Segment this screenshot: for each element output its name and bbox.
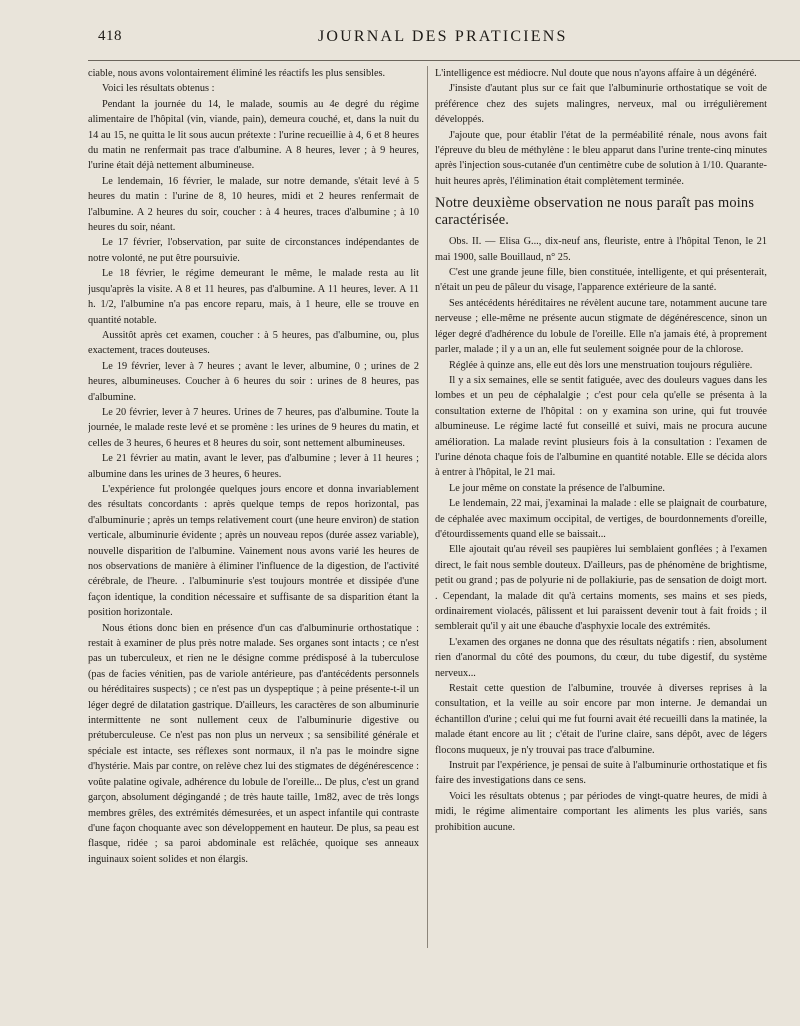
paragraph: Le 19 février, lever à 7 heures ; avant le lever, albumine, 0 ; urines de 2 heures, albumineuses. Coucher à 6 heures du soir : urines de 8 heures, pas d'albumine. — [88, 360, 419, 403]
paragraph: J'ajoute que, pour établir l'état de la perméabilité rénale, nous avons fait l'épreuve du bleu de méthylène : le bleu apparut dans l'urine trente-cinq minutes après l'injection sous-cutanée d'un centimètre cube de solution à 1/10. Quarante-huit heures après, l'élimination était complètement terminée. — [435, 129, 767, 187]
paragraph: Le 18 février, le régime demeurant le même, le malade resta au lit jusqu'après la visite. A 8 et 11 heures, pas d'albumine. A 11 heures, lever. A 11 h. 1/2, l'albumine n'a pas encore reparu, mais, à 1 heure, elle se trouve en quantité notable. — [88, 268, 419, 326]
paragraph: Le jour même on constate la présence de l'albumine. — [449, 482, 666, 494]
paragraph: Nous étions donc bien en présence d'un cas d'albuminurie orthostatique : restait à examiner de plus près notre malade. Ses organes sont intacts ; ce n'est pas un tuberculeux, et rien ne le désigne comme prédisposé à la tuberculose (pas de facies vénitien, pas de variole antérieure, pas d'antécédents personnels ou héréditaires suspects) ; ce n'est pas un dyspeptique ; à peine présente-t-il un léger degré de dilatation gastrique. D'ailleurs, les caractères de son albuminurie intermittente ne sont nullement ceux de l'albuminurie digestive ou prétuberculeuse. Ce n'est pas non plus un nerveux ; sa sensibilité générale et spéciale est intacte, ses réflexes sont normaux, il n'a pas le moindre signe d'hystérie. Mais par contre, on relève chez lui des stigmates de dégénérescence : voûte palatine ogivale, adhérence du lobule de l'oreille... De plus, c'est un grand garçon, absolument dégingandé ; de très haute taille, 1m82, avec de très longs membres grêles, des extrémités démesurées, et un aspect infantile qui contraste d'une façon choquante avec son développement en hauteur. De plus, sa peau est flasque, ridée ; sa paroi abdominale est relâchée, quoique ses anneaux inguinaux soient solides et non élargis. — [88, 622, 419, 865]
header-rule — [88, 60, 800, 61]
paragraph: Instruit par l'expérience, je pensai de suite à l'albuminurie orthostatique et fis faire des investigations dans ce sens. — [435, 760, 767, 787]
paragraph: Le 21 février au matin, avant le lever, pas d'albumine ; lever à 11 heures ; albumine dans les urines de 3 heures, 6 heures. — [88, 453, 419, 480]
paragraph: L'intelligence est médiocre. Nul doute que nous n'ayons affaire à un dégénéré. — [435, 68, 757, 79]
paragraph: Aussitôt après cet examen, coucher : à 5 heures, pas d'albumine, ou, plus exactement, traces douteuses. — [88, 329, 419, 357]
paragraph: Le lendemain, 16 février, le malade, sur notre demande, s'était levé à 5 heures du matin : l'urine de 8, 10 heures, midi et 2 heures renfermait de l'albumine. A 2 heures du soir, coucher : à 4 heures, traces d'albumine ; à 10 heures du soir, néant. — [88, 175, 419, 234]
paragraph: Réglée à quinze ans, elle eut dès lors une menstruation toujours régulière. — [449, 359, 753, 371]
paragraph: C'est une grande jeune fille, bien constituée, intelligente, et qui présenterait, n'était un peu de pâleur du visage, l'apparence extérieure de la santé. — [435, 267, 767, 294]
paragraph: Voici les résultats obtenus ; par périodes de vingt-quatre heures, de midi à midi, le régime alimentaire comportant les aliments les plus variés, sans prohibition aucune. — [435, 790, 767, 833]
left-column — [88, 66, 419, 986]
paragraph: Elle ajoutait qu'au réveil ses paupières lui semblaient gonflées ; à l'examen direct, le fait nous semble douteux. D'ailleurs, pas de phénomène de brightisme, petit ou grand ; pas de polyurie ni de pollakiurie, pas de sensation de doigt mort. . Cependant, la malade dit qu'à certains moments, ses mains et ses pieds, ordinairement violacés, pâlissent et lui paraissent devenir tout à fait froids ; il semblerait qu'il y ait une ébauche d'asphyxie locale des extrémités. — [435, 544, 767, 633]
observation-intro: Obs. II. — Elisa G..., dix-neuf ans, fleuriste, entre à l'hôpital Tenon, le 21 mai 1900, salle Bouillaud, n° 25. — [435, 236, 767, 263]
paragraph: ciable, nous avons volontairement éliminé les réactifs les plus sensibles. — [88, 68, 386, 79]
paragraph: J'insiste d'autant plus sur ce fait que l'albuminurie orthostatique se voit de préférence chez des sujets malingres, nerveux, mal ou irrégulièrement développés. — [435, 83, 767, 126]
paragraph: Le 20 février, lever à 7 heures. Urines de 7 heures, pas d'albumine. Toute la journée, le malade reste levé et se promène : les urines de 9 heures du matin, et celles de 3 heures, 6 heures et 8 heures du soir, sont nettement albumineuses. — [88, 406, 419, 449]
page-number: 418 — [98, 28, 122, 44]
paragraph: L'examen des organes ne donna que des résultats négatifs : rien, absolument rien d'anormal du côté des poumons, du cœur, du tube digestif, du système nerveux... — [435, 636, 767, 679]
page-header — [98, 28, 800, 54]
section-heading: Notre deuxième observation ne nous paraît pas moins caractérisée. — [435, 195, 755, 228]
right-column — [435, 66, 767, 986]
paragraph: Pendant la journée du 14, le malade, soumis au 4e degré du régime alimentaire de l'hôpital (vin, viande, pain), demeura couché, et, dans la nuit du 14 au 15, ne quitta le lit sous aucun prétexte : l'urine recueillie à 4, 6 et 8 heures du matin ne renfermait pas trace d'albumine. A 8 heures, lever ; à 9 heures, l'urine était déjà nettement albumineuse. — [88, 98, 419, 172]
running-title: JOURNAL DES PRATICIENS — [318, 28, 568, 45]
paragraph: Le 17 février, l'observation, par suite de circonstances indépendantes de notre volonté, ne put être poursuivie. — [88, 237, 419, 264]
paragraph: Il y a six semaines, elle se sentit fatiguée, avec des douleurs vagues dans les lombes et un peu de céphalalgie ; c'est pour cela qu'elle se présenta à la consultation externe de l'hôpital : on y examina son urine, qui fut trouvée albumineuse. Le régime lacté fut conseillé et suivi, mais ne procura aucune amélioration. La malade revint plusieurs fois à la consultation : l'examen de l'urine dénota chaque fois de l'albumine en quantité notable. Elle se décida alors à entrer à l'hôpital, le 21 mai. — [435, 374, 767, 479]
paragraph: Restait cette question de l'albumine, trouvée à diverses reprises à la consultation, et la veille au soir encore par mon interne. Je demandai un échantillon d'urine ; celui qui me fut fourni avait été recueilli dans la matinée, la malade étant encore au lit ; c'était de l'urine claire, sans dépôt, avec de légers flocons muqueux, je n'y trouvai pas trace d'albumine. — [435, 683, 767, 756]
column-divider — [427, 66, 428, 948]
paragraph: Le lendemain, 22 mai, j'examinai la malade : elle se plaignait de courbature, de céphalée avec maximum occipital, de vertiges, de bourdonnements d'oreille, d'étourdissements quand elle se baissait... — [435, 498, 767, 540]
paragraph: L'expérience fut prolongée quelques jours encore et donna invariablement des résultats concordants : après quelque temps de repos horizontal, pas d'albuminurie ; après un temps relativement court (une heure environ) de station verticale, albuminurie évidente ; après un nouveau repos (durée assez variable), nouvelle disparition de l'albumine. Vainement nous avons varié les heures de nos observations de manière à éliminer l'influence de la digestion, de l'activité cérébrale, de l'heure. . l'albuminurie s'est toujours montrée et dissipée d'une façon identique, la condition nécessaire et suffisante de sa disparition étant la position horizontale. — [88, 483, 419, 619]
paragraph: Voici les résultats obtenus : — [102, 83, 215, 95]
paragraph: Ses antécédents héréditaires ne révèlent aucune tare, notamment aucune tare nerveuse ; elle-même ne présente aucun stigmate de dégénérescence, sinon un léger degré d'adhérence du lobule de l'oreille. Elle n'a jamais été, à proprement parler, malade ; il y a un an, elle fut seulement soignée pour de la chlorose. — [435, 297, 767, 356]
